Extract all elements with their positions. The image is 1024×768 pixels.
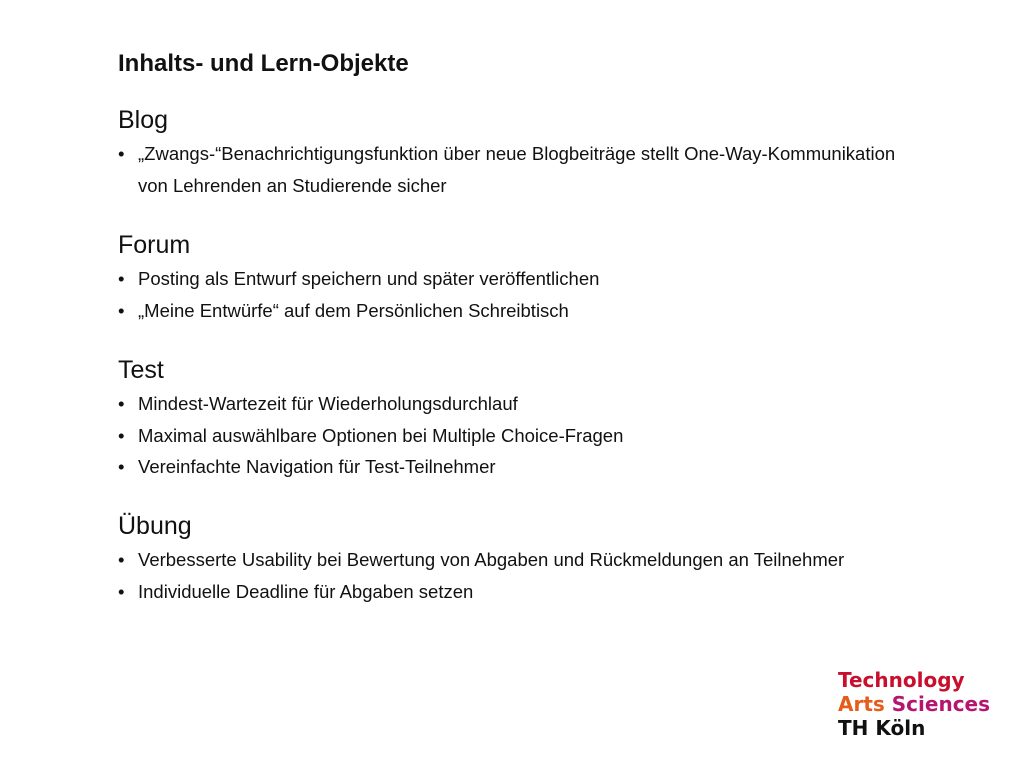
th-koeln-logo (838, 668, 990, 740)
bullet-item (118, 388, 918, 420)
section-test (118, 354, 918, 483)
bullet-marker: • (118, 299, 125, 321)
bullet-text: Verbesserte Usability bei Bewertung von Abgaben und Rückmeldungen an Teilnehmer (138, 549, 845, 570)
section-heading: Blog (118, 106, 169, 134)
bullet-list (118, 263, 918, 326)
bullet-text: Maximal auswählbare Optionen bei Multiple Choice-Fragen (138, 424, 624, 446)
section-uebung (118, 510, 918, 607)
logo-word-arts: Arts (838, 692, 885, 716)
bullet-text: Individuelle Deadline für Abgaben setzen (138, 580, 474, 602)
bullet-marker: • (118, 393, 125, 414)
logo-line-technology: Technology (838, 668, 965, 692)
bullet-text: „Meine Entwürfe“ auf dem Persönlichen Schreibtisch (138, 299, 569, 321)
section-blog (118, 104, 918, 201)
bullet-list (118, 138, 918, 201)
bullet-marker: • (118, 456, 125, 477)
bullet-marker: • (118, 268, 125, 289)
logo-line-th-koeln: TH Köln (838, 716, 926, 740)
slide-title: Inhalts- und Lern-Objekte (118, 50, 409, 77)
bullet-marker: • (118, 143, 125, 164)
bullet-item (118, 138, 918, 201)
bullet-text: Mindest-Wartezeit für Wiederholungsdurchlauf (138, 393, 518, 414)
section-heading: Forum (118, 231, 191, 259)
bullet-item (118, 295, 918, 327)
section-heading: Übung (118, 512, 192, 540)
bullet-text: Vereinfachte Navigation für Test-Teilnehmer (138, 456, 496, 477)
bullet-item (118, 451, 918, 483)
bullet-item (118, 544, 918, 576)
bullet-item (118, 420, 918, 452)
bullet-list (118, 388, 918, 483)
logo-line-arts-sciences (838, 692, 990, 716)
bullet-text: „Zwangs-“Benachrichtigungsfunktion über neue Blogbeiträge stellt One-Way-Kommunikation von Lehrenden an Studierende sicher (138, 143, 896, 196)
logo-word-sciences: Sciences (891, 692, 991, 716)
bullet-item (118, 263, 918, 295)
section-forum (118, 229, 918, 326)
bullet-marker: • (118, 549, 125, 570)
bullet-list (118, 544, 918, 607)
bullet-marker: • (118, 424, 125, 446)
bullet-marker: • (118, 580, 125, 602)
bullet-item (118, 576, 918, 608)
section-heading: Test (118, 356, 164, 384)
bullet-text: Posting als Entwurf speichern und später veröffentlichen (138, 268, 600, 289)
